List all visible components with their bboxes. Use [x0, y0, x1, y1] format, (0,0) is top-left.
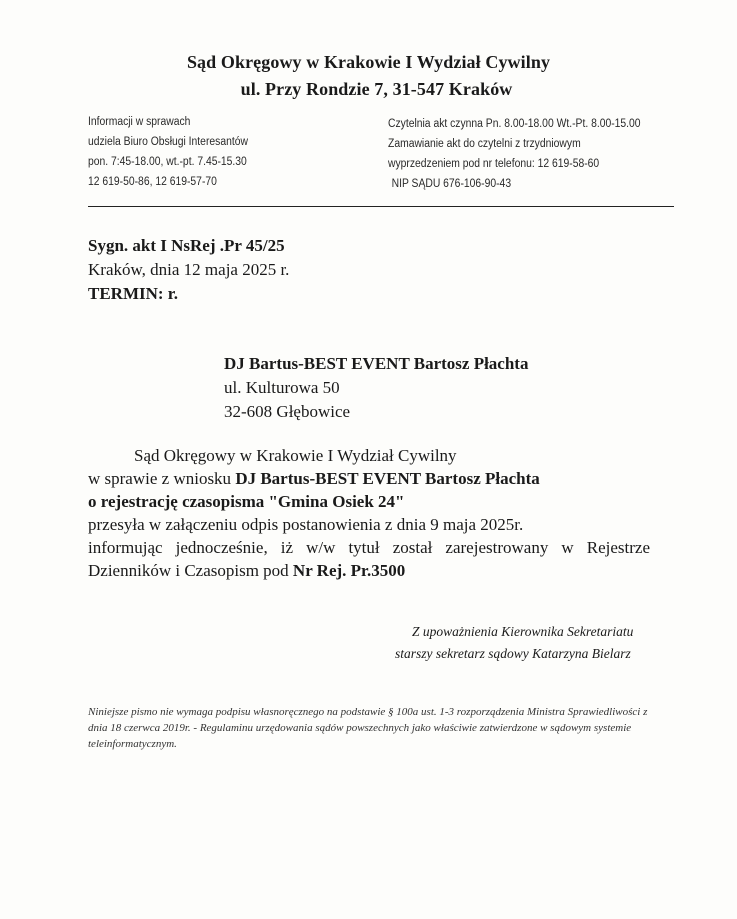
body-line-info: informując jednocześnie, iż w/w tytuł został zarejestrowany w Rejestrze: [88, 538, 650, 557]
recipient-street: ul. Kulturowa 50: [224, 378, 340, 397]
right-info-block: [388, 114, 641, 194]
left-info-line: pon. 7:45-18.00, wt.-pt. 7.45-15.30: [88, 156, 247, 168]
signature-authorization: Z upoważnienia Kierownika Sekretariatu: [412, 624, 634, 639]
date-line: Kraków, dnia 12 maja 2025 r.: [88, 260, 290, 279]
applicant-name: DJ Bartus-BEST EVENT Bartosz Płachta: [235, 469, 540, 488]
recipient-city: 32-608 Głębowice: [224, 402, 351, 421]
case-number: Sygn. akt I NsRej .Pr 45/25: [88, 236, 285, 255]
right-info-line: Zamawianie akt do czytelni z trzydniowym: [388, 138, 581, 150]
left-info-block: [88, 112, 248, 192]
left-info-line: Informacji w sprawach: [88, 116, 191, 128]
right-info-line: NIP SĄDU 676-106-90-43: [391, 178, 512, 190]
body-text: Dzienników i Czasopism pod: [88, 561, 293, 580]
left-info-line: udziela Biuro Obsługi Interesantów: [88, 136, 248, 148]
right-info-line: wyprzedzeniem pod nr telefonu: 12 619-58-60: [388, 158, 600, 170]
registry-number: Nr Rej. Pr.3500: [292, 561, 406, 580]
body-line-registry: [88, 561, 405, 581]
header-divider: [88, 206, 674, 207]
body-line-attachment: przesyła w załączeniu odpis postanowienia z dnia 9 maja 2025r.: [88, 515, 524, 534]
footer-note: Niniejsze pismo nie wymaga podpisu własnoręcznego na podstawie § 100a ust. 1-3 rozporządzenia Ministra Sprawiedliwości z dnia 18 czerwca 2019r. - Regulaminu urzędowania sądów powszechnych jako właściwie zatwierdzone w sądowym systemie teleinformatycznym.: [88, 706, 648, 750]
body-line-subject: o rejestrację czasopisma "Gmina Osiek 24": [88, 492, 405, 511]
court-name: Sąd Okręgowy w Krakowie I Wydział Cywilny: [186, 52, 551, 72]
court-address: ul. Przy Rondzie 7, 31-547 Kraków: [240, 79, 513, 99]
recipient-name: DJ Bartus-BEST EVENT Bartosz Płachta: [224, 354, 529, 373]
body-line-court: Sąd Okręgowy w Krakowie I Wydział Cywilny: [134, 446, 457, 465]
termin-line: TERMIN: r.: [88, 284, 179, 303]
left-info-line: 12 619-50-86, 12 619-57-70: [88, 176, 217, 188]
body-text: w sprawie z wniosku: [88, 469, 236, 488]
right-info-line: Czytelnia akt czynna Pn. 8.00-18.00 Wt.-Pt. 8.00-15.00: [388, 118, 641, 130]
signature-name: starszy sekretarz sądowy Katarzyna Bielarz: [395, 646, 631, 661]
body-line-applicant: [88, 469, 540, 489]
